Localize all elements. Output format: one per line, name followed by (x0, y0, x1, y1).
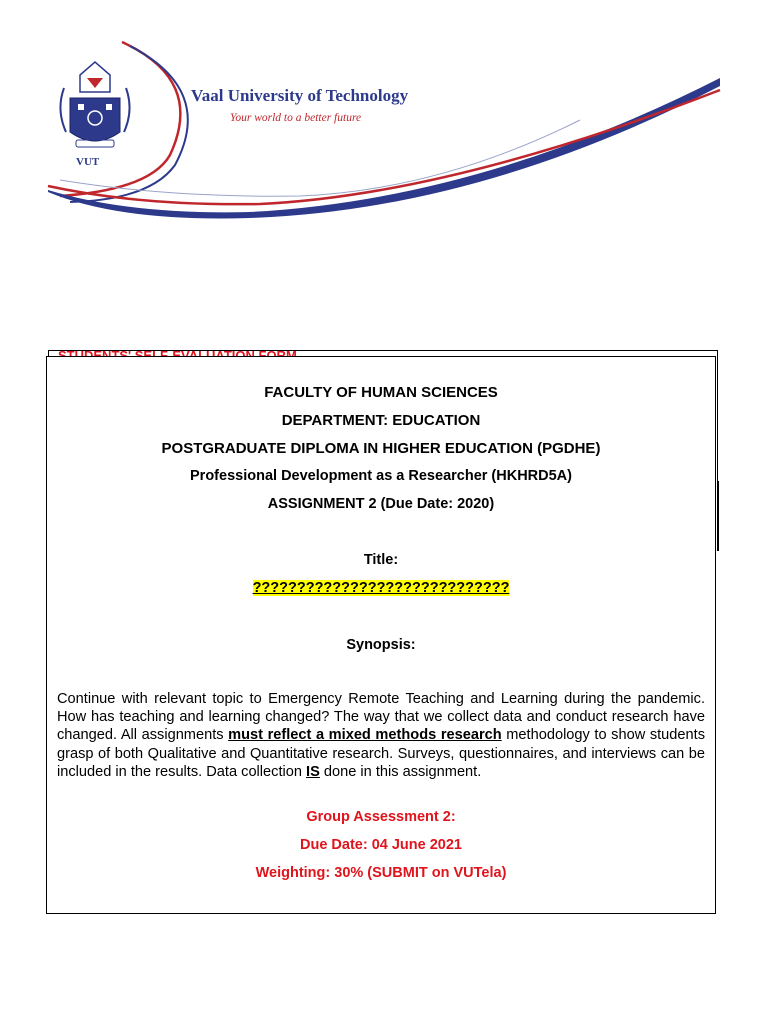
weighting-label: Weighting: 30% (SUBMIT on VUTela) (255, 865, 507, 881)
assignment-cover-box (46, 356, 716, 914)
department-heading: DEPARTMENT: EDUCATION (281, 412, 481, 429)
title-label: Title: (363, 552, 399, 568)
crest-label: VUT (76, 156, 100, 168)
group-assessment-label: Group Assessment 2: (306, 809, 456, 825)
synopsis-paragraph (57, 690, 705, 781)
university-crest-icon (60, 62, 129, 147)
programme-heading: POSTGRADUATE DIPLOMA IN HIGHER EDUCATION (PGDHE) (161, 440, 601, 457)
title-value-text: ????????????????????????????? (252, 580, 510, 596)
course-heading: Professional Development as a Researcher (HKHRD5A) (190, 468, 572, 484)
title-value (47, 580, 715, 596)
letterhead (0, 0, 768, 240)
synopsis-text-2: methodology to show students grasp of both Qualitative and Quantitative research. Surveys, questionnaires, and interviews can be included in the results. Data collection (57, 727, 705, 780)
synopsis-text-3: done in this assignment. (319, 763, 482, 780)
due-date-label: Due Date: 04 June 2021 (300, 837, 462, 853)
assignment-heading: ASSIGNMENT 2 (Due Date: 2020) (267, 496, 495, 512)
synopsis-label: Synopsis: (346, 637, 416, 653)
synopsis-text-1: Continue with relevant topic to Emergency Remote Teaching and Learning during the pandemic. How has teaching and learning changed? The way that we collect data and conduct research have changed. All assignments (57, 691, 705, 744)
university-name: Vaal University of Technology (191, 86, 409, 105)
letterhead-swoosh (0, 0, 768, 240)
underlying-form-edge (718, 481, 719, 551)
faculty-heading: FACULTY OF HUMAN SCIENCES (264, 384, 498, 401)
university-tagline: Your world to a better future (230, 112, 362, 124)
synopsis-emphasis-is: IS (306, 763, 320, 780)
synopsis-emphasis-mixed-methods: must reflect a mixed methods research (228, 727, 502, 744)
